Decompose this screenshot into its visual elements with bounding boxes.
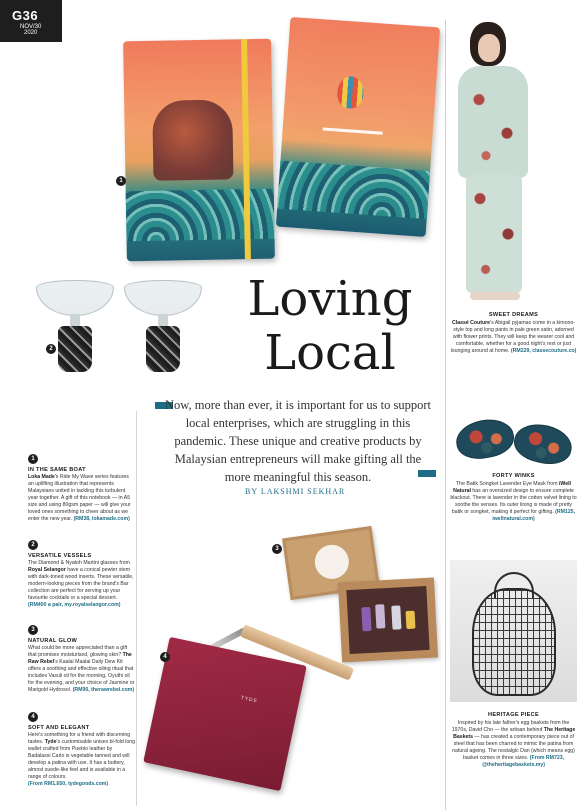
hydrosol-bottle [406, 611, 416, 629]
oil-bottle [391, 605, 401, 629]
article-title: Loving Local [247, 271, 413, 381]
caption-body: The Batik Songket Lavender Eye Mask from iWell Natural has an oversized design to ensure complete blackout. There is lavender in the cotton velvet lining to soothe the senses. Its outer lining is made of pretty batik or songket, making it perfect for gifting. (RM125, iwellnatural.com) [450, 481, 577, 522]
caption-heading: SWEET DREAMS [488, 312, 539, 318]
page-number: G36 [12, 8, 39, 23]
caption-sweet-dreams [450, 312, 577, 355]
item-versatile-vessels [28, 540, 136, 609]
product-marker-3: 3 [272, 544, 282, 554]
martini-glass-right-image [124, 280, 202, 375]
item-body: What could be more appreciated than a gift that promises moisturised, glowing skin? The Raw Rebel's Kaalai Maalai Daily Dew Kit offers a soothing and effective oiling ritual that includes Vasuli oil for the morning, Oyuthi oil for the evening, and your choice of Jasmine or Marigold Hydrosol. (RM90, therawrebel.com) [28, 645, 135, 693]
left-column-rule [136, 411, 137, 806]
issue-date: NOV/30 2020 [20, 24, 42, 36]
pyjama-top [458, 66, 528, 178]
caption-forty-winks [450, 473, 577, 523]
caption-heritage-piece [450, 712, 577, 769]
caption-price: (RM125, iwellnatural.com) [492, 509, 576, 522]
item-number: 2 [28, 540, 38, 550]
item-price: (RM400 a pair, my.royalselangor.com) [28, 602, 121, 608]
item-number: 1 [28, 454, 38, 464]
column-divider [445, 20, 446, 810]
item-price: (RM90, therawrebel.com) [72, 687, 135, 693]
notebook-front-image [123, 39, 275, 262]
wave-illustration [126, 189, 275, 242]
product-marker-4: 4 [160, 652, 170, 662]
notebook-back-image [276, 17, 440, 237]
item-body: Here's something for a friend with discerning tastes. Tyde's customisable unisex bi-fold long wallet crafted from Pueblo leather by Badalassi Carlo is vegetable tanned and will develop a patina with use. It has a buttery, almost suede-like feel and is available in a range of colours. (From RM1,650, tydegoods.com) [28, 732, 136, 787]
caption-body: Classé Couture's Abigail pyjamas come in a kimono-style top and long pants in pale green satin, adorned with flower prints. They will keep the wearer cool and comfortable, whether for a good night's rest or just lounging around at home. (RM229, classecouture.co) [450, 320, 577, 354]
oil-bottle [375, 604, 385, 628]
item-price: (RM38, lokamade.com) [73, 516, 130, 522]
item-price: (From RM1,650, tydegoods.com) [28, 781, 109, 787]
steel-egg-basket [472, 588, 556, 696]
item-number: 3 [28, 625, 38, 635]
model-slippers [470, 292, 520, 300]
item-natural-glow [28, 625, 136, 694]
byline: BY LAKSHMI SEKHAR [245, 487, 346, 496]
item-body: Loka Made's Ride My Wave series features an uplifting illustration that represents Malaysians united in tackling this turbulent year together. A gift of this notebook — in A5 size and using 80gsm paper — will give your loved ones something to cheer about as we enter the new year. (RM38, lokamade.com) [28, 474, 131, 522]
item-heading: SOFT AND ELEGANT [28, 725, 90, 731]
item-number: 4 [28, 712, 38, 722]
page-number-tab [0, 0, 62, 42]
pyjama-pants [466, 175, 522, 293]
wave-illustration [277, 161, 430, 219]
caption-price: (RM229, classecouture.co) [510, 348, 577, 354]
hot-air-balloon-illustration [336, 76, 364, 110]
eye-mask-right-image [511, 419, 576, 468]
martini-glass-left-image [36, 280, 114, 375]
caption-body: Inspired by his late father's egg baskets from the 1970s, David Cho — the artisan behind The Heritage Baskets — has created a contemporary piece out of steel that has been charred to mimic the patina from natural ageing. The nostalgic Dan (which means egg) basket comes in three sizes. (From RM723, @theheritagebaskets.my) [451, 720, 576, 768]
item-soft-elegant [28, 712, 136, 788]
item-body: The Diamond & Nyatoh Martini glasses from Royal Selangor have a conical pewter stem with dark-toned wood inserts. These versatile, modern-looking pieces from the brand's Bar collection are perfect for serving up your favourite cocktails or a special dessert. (RM400 a pair, my.royalselangor.com) [28, 560, 134, 608]
skincare-box-image [338, 578, 438, 663]
accent-bar-bottom [418, 470, 436, 477]
item-heading: IN THE SAME BOAT [28, 467, 86, 473]
model-face [478, 34, 500, 62]
oil-bottle [361, 607, 371, 631]
castle-illustration [152, 99, 233, 180]
wallet-logo: TYDE [240, 694, 259, 705]
notebook-brand-mark [323, 128, 383, 135]
eye-mask-left-image [453, 415, 517, 462]
caption-price: (From RM723, @theheritagebaskets.my) [481, 755, 565, 768]
product-marker-2: 2 [46, 344, 56, 354]
product-marker-1: 1 [116, 176, 126, 186]
box-label-sticker [313, 543, 351, 581]
item-heading: NATURAL GLOW [28, 638, 78, 644]
item-same-boat [28, 454, 136, 523]
article-intro: Now, more than ever, it is important for us to support local enterprises, which are struggling in this pandemic. These unique and creative products by Malaysian entrepreneurs will make gifting all the more meaningful this season. [164, 398, 431, 484]
caption-heading: FORTY WINKS [492, 473, 535, 479]
caption-heading: HERITAGE PIECE [487, 712, 540, 718]
item-heading: VERSATILE VESSELS [28, 553, 92, 559]
